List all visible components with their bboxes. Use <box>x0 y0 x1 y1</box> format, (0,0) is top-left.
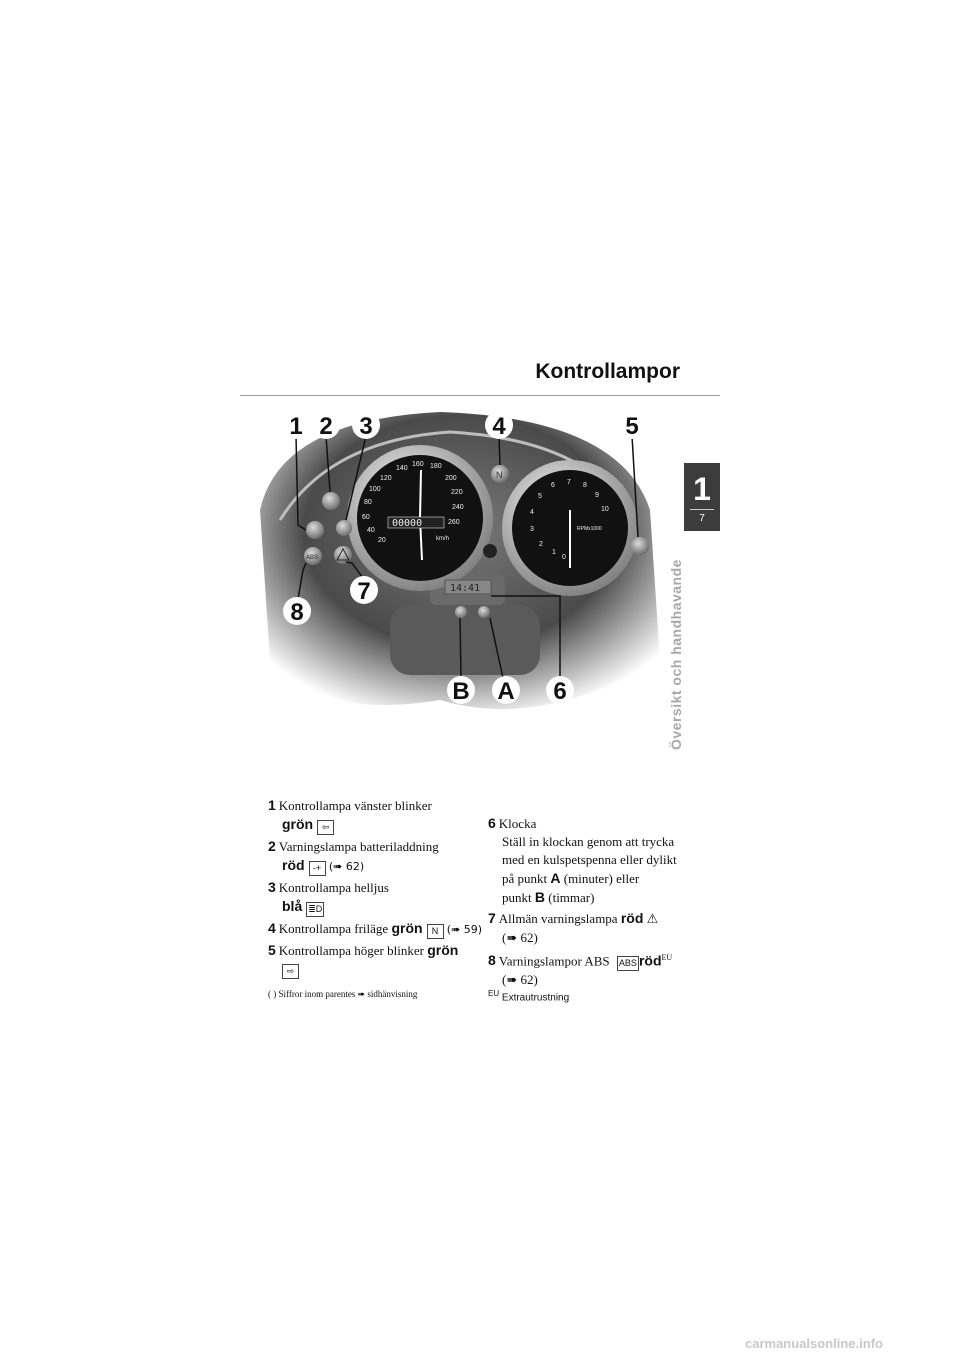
page-ref: (➠ 62) <box>502 972 538 988</box>
eu-mark: EU <box>488 989 500 998</box>
tachometer <box>502 460 638 596</box>
item-color: röd <box>620 910 644 926</box>
legend-left <box>268 796 488 981</box>
lamp-left-blinker <box>306 521 324 539</box>
item-text: Kontrollampa friläge <box>278 921 389 936</box>
button-b <box>455 606 467 618</box>
rpm-tick: 10 <box>601 506 609 513</box>
item-text: Varningslampa batteriladdning <box>278 839 439 854</box>
item-text: Kontrollampa vänster blinker <box>278 798 432 813</box>
item-number: 3 <box>268 879 276 895</box>
speed-tick: 40 <box>367 527 375 534</box>
item-number: 5 <box>268 942 276 958</box>
item-text: Kontrollampa höger blinker <box>278 943 424 958</box>
neutral-lamp-label: N <box>496 470 503 480</box>
callout-3: 3 <box>359 413 373 440</box>
legend-item <box>488 814 700 907</box>
item-line: Ställ in klockan genom att trycka <box>502 834 675 849</box>
rpm-tick: 2 <box>539 541 543 548</box>
clock-readout: 14:41 <box>450 583 481 594</box>
speed-tick: 220 <box>451 489 463 496</box>
legend-item <box>268 796 488 835</box>
item-text: Klocka <box>498 816 537 831</box>
callout-7: 7 <box>357 578 371 605</box>
item-number: 1 <box>268 797 276 813</box>
legend-item <box>488 949 700 989</box>
odometer-readout: 00000 <box>392 518 423 529</box>
item-color: grön <box>282 816 314 832</box>
item-number: 7 <box>488 910 496 926</box>
footer-right-text: Extrautrustning <box>501 992 570 1004</box>
speed-tick: 20 <box>378 537 386 544</box>
item-color: röd <box>282 857 305 873</box>
side-label: Översikt och handhavande <box>668 559 684 750</box>
item-line: (timmar) <box>548 890 595 905</box>
page-number: 7 <box>699 513 705 524</box>
speed-tick: 240 <box>452 504 464 511</box>
neutral-icon: N <box>427 924 444 939</box>
page-ref: (➠ 62) <box>502 930 538 945</box>
rpm-tick: 3 <box>530 526 534 533</box>
item-text: Allmän varningslampa <box>498 911 618 926</box>
lamp-right-blinker <box>631 537 649 555</box>
legend-item <box>268 941 488 979</box>
item-text: Kontrollampa helljus <box>278 880 389 895</box>
speed-tick: 160 <box>412 461 424 468</box>
abs-lamp-label: ABS <box>306 555 319 561</box>
page-ref: (➠ 59) <box>446 923 483 936</box>
callout-b: B <box>452 678 470 705</box>
knob <box>483 544 497 558</box>
speed-tick: 100 <box>369 486 381 493</box>
callout-1: 1 <box>289 413 303 440</box>
speed-tick: 60 <box>362 514 370 521</box>
chapter-tab <box>684 463 720 531</box>
item-number: 4 <box>268 920 276 936</box>
legend-item <box>268 919 488 939</box>
speed-tick: 120 <box>380 475 392 482</box>
rpm-tick: 8 <box>583 482 587 489</box>
footer-right <box>488 989 569 1003</box>
item-color: grön <box>391 920 423 936</box>
battery-icon: -+ <box>309 861 326 876</box>
speed-tick: 200 <box>445 475 457 482</box>
rpm-tick: 7 <box>567 479 571 486</box>
rpm-tick: 0 <box>562 554 566 561</box>
speed-tick: 180 <box>430 463 442 470</box>
item-number: 6 <box>488 815 496 831</box>
item-color: grön <box>427 942 459 958</box>
label-b: B <box>534 889 545 905</box>
high-beam-icon: ≣D <box>306 902 324 917</box>
speedometer <box>347 445 493 591</box>
legend-item <box>268 878 488 917</box>
item-text: Varningslampor ABS <box>498 953 610 969</box>
speed-unit: km/h <box>436 536 450 542</box>
rpm-tick: 6 <box>551 482 555 489</box>
watermark: carmanualsonline.info <box>745 1336 883 1351</box>
item-line: med en kulspetspenna eller dylikt <box>502 852 677 867</box>
item-color: röd <box>638 952 662 969</box>
legend-item <box>488 909 700 947</box>
chapter-number: 1 <box>693 471 711 507</box>
callout-8: 8 <box>290 599 304 626</box>
item-line: punkt <box>502 890 532 905</box>
item-line: (minuter) eller <box>563 871 640 886</box>
callout-6: 6 <box>553 678 567 705</box>
callout-5: 5 <box>625 413 639 440</box>
rpm-tick: 1 <box>552 549 556 556</box>
label-a: A <box>550 870 561 886</box>
lamp-battery <box>322 492 340 510</box>
right-blinker-icon: ⇨ <box>282 964 299 979</box>
chapter-rule <box>690 509 714 510</box>
callout-2: 2 <box>319 413 333 440</box>
item-line: på punkt <box>502 871 548 886</box>
callout-4: 4 <box>492 413 506 440</box>
speed-tick: 80 <box>364 499 372 506</box>
item-number: 8 <box>488 952 496 969</box>
eu-mark: EU <box>661 953 673 962</box>
warning-triangle-icon: ⚠ <box>646 912 659 927</box>
speed-tick: 140 <box>396 465 408 472</box>
rpm-tick: 4 <box>530 509 534 516</box>
page-title: Kontrollampor <box>535 360 680 383</box>
footer-left: ( ) Siffror inom parentes ➠ sidhänvisning <box>268 989 418 999</box>
callout-a: A <box>497 678 515 705</box>
item-color: blå <box>282 898 303 914</box>
legend-item <box>268 837 488 876</box>
title-rule <box>240 395 720 396</box>
rpm-unit: RPMx1000 <box>577 526 602 532</box>
left-blinker-icon: ⇦ <box>317 820 334 835</box>
item-number: 2 <box>268 838 276 854</box>
page-ref: (➠ 62) <box>328 860 365 873</box>
button-a <box>478 606 490 618</box>
instrument-cluster-photo <box>240 400 660 720</box>
legend-right <box>488 814 700 991</box>
speed-tick: 260 <box>448 519 460 526</box>
abs-icon: ABS <box>617 956 639 971</box>
rpm-tick: 9 <box>595 492 599 499</box>
lamp-high-beam <box>336 520 352 536</box>
rpm-tick: 5 <box>538 493 542 500</box>
